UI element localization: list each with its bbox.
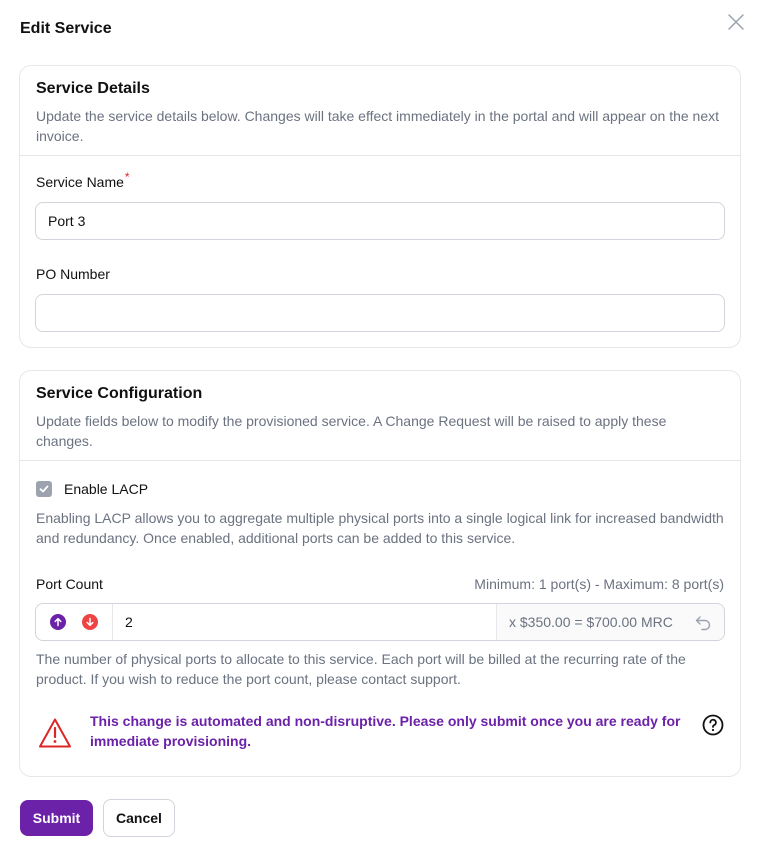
service-details-description: Update the service details below. Changes will take effect immediately in the portal and will appear on the next invoice. — [36, 108, 720, 144]
service-configuration-card — [19, 370, 741, 777]
service-configuration-title: Service Configuration — [36, 385, 203, 402]
price-text: x $350.00 = $700.00 MRC — [509, 614, 673, 630]
check-icon — [38, 483, 50, 495]
port-count-help-text: The number of physical ports to allocate to this service. Each port will be billed at the recurring rate of the product. If you wish to reduce the port count, please contact support. — [36, 651, 686, 687]
service-name-input[interactable] — [35, 202, 725, 240]
undo-icon[interactable] — [694, 613, 712, 631]
arrow-up-icon — [53, 617, 63, 627]
service-configuration-header — [20, 371, 740, 461]
port-count-range: Minimum: 1 port(s) - Maximum: 8 port(s) — [474, 576, 724, 592]
price-suffix — [496, 604, 724, 640]
po-number-input[interactable] — [35, 294, 725, 332]
warning-icon — [38, 717, 72, 749]
automation-alert — [36, 711, 726, 755]
enable-lacp-label: Enable LACP — [64, 481, 149, 497]
port-count-stepper — [35, 603, 725, 641]
po-number-label: PO Number — [36, 266, 110, 282]
submit-button[interactable]: Submit — [20, 800, 93, 836]
increment-button[interactable] — [50, 614, 66, 630]
required-marker: * — [124, 170, 130, 184]
lacp-description: Enabling LACP allows you to aggregate multiple physical ports into a single logical link for increased bandwidth and redundancy. Once enabled, additional ports can be added to this service. — [36, 510, 724, 546]
enable-lacp-checkbox[interactable] — [36, 481, 52, 497]
port-count-label: Port Count — [36, 576, 103, 592]
modal-title: Edit Service — [20, 20, 112, 37]
help-icon[interactable] — [702, 714, 724, 736]
decrement-button[interactable] — [82, 614, 98, 630]
service-details-title: Service Details — [36, 80, 150, 97]
enable-lacp-row[interactable] — [36, 481, 148, 497]
service-name-label-text: Service Name — [36, 174, 124, 190]
service-details-header — [20, 66, 740, 156]
service-details-card — [19, 65, 741, 348]
port-count-input[interactable] — [113, 604, 496, 640]
alert-text: This change is automated and non-disruptive. Please only submit once you are ready for immediate provisioning. — [90, 713, 681, 749]
service-name-label — [36, 170, 130, 190]
cancel-button[interactable]: Cancel — [103, 799, 175, 837]
stepper-buttons — [36, 604, 113, 640]
close-icon[interactable] — [726, 12, 746, 32]
arrow-down-icon — [85, 617, 95, 627]
service-configuration-description: Update fields below to modify the provisioned service. A Change Request will be raised to apply these changes. — [36, 413, 667, 449]
